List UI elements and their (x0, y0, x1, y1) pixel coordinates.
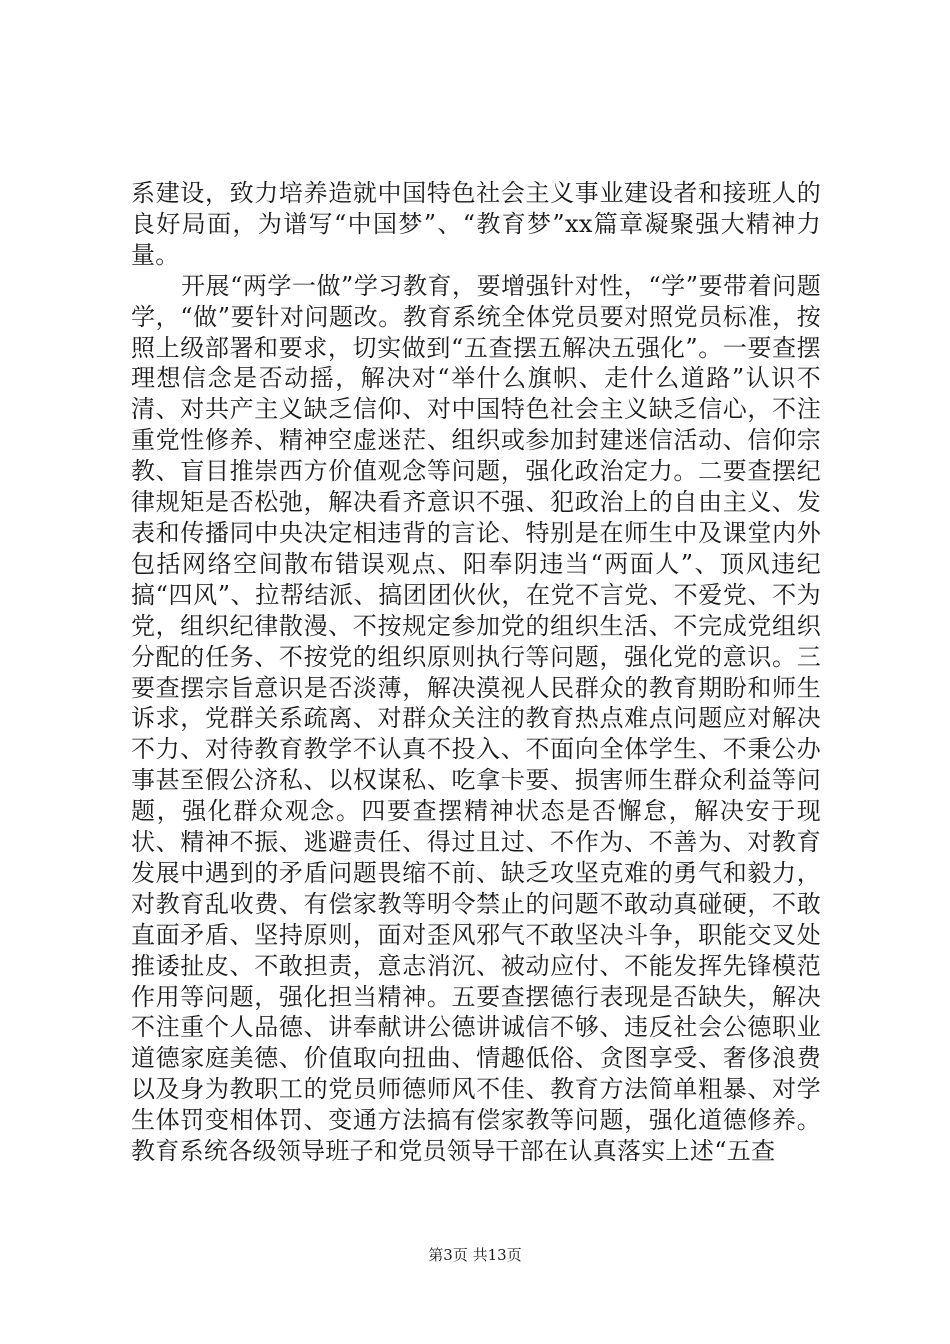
page-footer: 第3页 共13页 (428, 1246, 522, 1264)
paragraph-two-learn-one-do: 开展“两学一做”学习教育，要增强针对性，“学”要带着问题学，“做”要针对问题改。教育系统全体党员要对照党员标准，按照上级部署和要求，切实做到“五查摆五解决五强化”。一要查摆理想信念是否动摇，解决对“举什么旗帜、走什么道路”认识不清、对共产主义缺乏信仰、对中国特色社会主义缺乏信心，不注重党性修养、精神空虚迷茫、组织或参加封建迷信活动、信仰宗教、盲目推崇西方价值观念等问题，强化政治定力。二要查摆纪律规矩是否松弛，解决看齐意识不强、犯政治上的自由主义、发表和传播同中央决定相违背的言论、特别是在师生中及课堂内外包括网络空间散布错误观点、阳奉阴违当“两面人”、顶风违纪搞“四风”、拉帮结派、搞团团伙伙，在党不言党、不爱党、不为党，组织纪律散漫、不按规定参加党的组织生活、不完成党组织分配的任务、不按党的组织原则执行等问题，强化党的意识。三要查摆宗旨意识是否淡薄，解决漠视人民群众的教育期盼和师生诉求，党群关系疏离、对群众关注的教育热点难点问题应对解决不力、对待教育教学不认真不投入、不面向全体学生、不秉公办事甚至假公济私、以权谋私、吃拿卡要、损害师生群众利益等问题，强化群众观念。四要查摆精神状态是否懈怠，解决安于现状、精神不振、逃避责任、得过且过、不作为、不善为、对教育发展中遇到的矛盾问题畏缩不前、缺乏攻坚克难的勇气和毅力，对教育乱收费、有偿家教等明令禁止的问题不敢动真碰硬，不敢直面矛盾、坚持原则，面对歪风邪气不敢坚决斗争，职能交叉处推诿扯皮、不敢担责，意志消沉、被动应付、不能发挥先锋模范作用等问题，强化担当精神。五要查摆德行表现是否缺失，解决不注重个人品德、讲奉献讲公德讲诚信不够、违反社会公德职业道德家庭美德、价值取向扭曲、情趣低俗、贪图享受、奢侈浪费以及身为教职工的党员师德师风不佳、教育方法简单粗暴、对学生体罚变相体罚、变通方法搞有偿家教等问题，强化道德修养。教育系统各级领导班子和党员领导干部在认真落实上述“五查 (131, 271, 821, 1166)
paragraph-continued: 系建设，致力培养造就中国特色社会主义事业建设者和接班人的良好局面，为谱写“中国梦”、“教育梦”xx篇章凝聚强大精神力量。 (131, 179, 821, 269)
body-text (131, 178, 821, 1167)
